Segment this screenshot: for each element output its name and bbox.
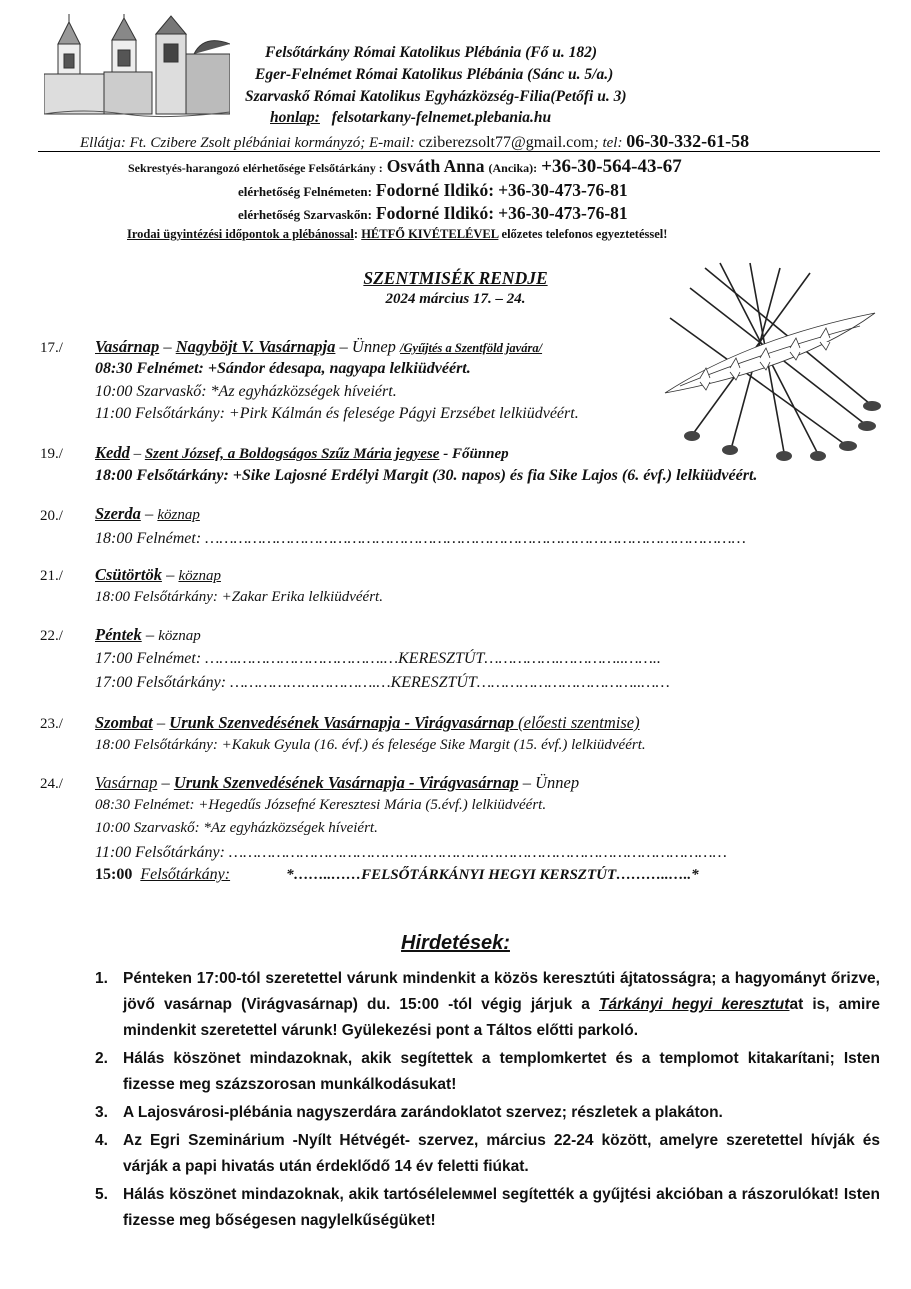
item-text: Hálás köszönet mindazoknak, akik segítettek a templomkertet és a templomot kitakarítani; Isten fizesse meg százszorosan munkálkodásukat! [123, 1050, 880, 1093]
item-number: 4. [95, 1132, 108, 1149]
office-highlight: HÉTFŐ KIVÉTELÉVEL [361, 227, 499, 241]
item-text: Az Egri Szeminárium -Nyílt Hétvégét- szervez, március 22-24 között, amelyre szeretettel hívják és várják a papi hivatás után érdeklődő 14 év feletti fiúkat. [123, 1132, 880, 1175]
item-emphasis: Tárkányi hegyi keresztut [598, 996, 790, 1013]
item-text: Pénteken 17:00-tól szeretettel várunk mindenkit a közös keresztúti ájtatosságra; a hagyományt őrizve, jövő vasárnap (Virágvasárnap) du. 15:00 -tól végig járjuk a [123, 970, 880, 1013]
office-prefix: Irodai ügyintézési időpontok a plébánossal [127, 227, 354, 241]
item-number: 2. [95, 1050, 108, 1067]
special-time: 15:00 [95, 866, 133, 883]
day-dash: – [157, 773, 174, 792]
mass-line: 18:00 Felsőtárkány: +Zakar Erika lelkiüdvéért. [95, 589, 383, 605]
contact-label: elérhetőség Szarvaskőn: [238, 207, 372, 222]
announcement-item [95, 1182, 880, 1234]
wheat-nails-illustration [660, 258, 885, 463]
day-name: Vasárnap [95, 773, 158, 792]
day-header [95, 565, 221, 585]
mass-line: 18:00 Felsőtárkány: +Sike Lajosné Erdélyi Margit (30. napos) és fia Sike Lajos (6. évf.) lelkiüdvéért. [95, 467, 758, 484]
item-number: 3. [95, 1104, 108, 1121]
contact-phone: +36-30-473-76-81 [498, 180, 628, 200]
parish-line-2: Eger-Felnémet Római Katolikus Plébánia (Sánc u. 5/a.) [255, 66, 614, 83]
day-dash: – [141, 625, 159, 644]
day-name: Csütörtök [95, 565, 162, 584]
staff-line [80, 131, 749, 152]
tel-label: ; tel: [593, 135, 623, 151]
contact-phone: +36-30-473-76-81 [498, 203, 628, 223]
mass-line: 08:30 Felnémet: +Sándor édesapa, nagyapa lelkiüdvéért. [95, 360, 471, 377]
item-text: A Lajosvárosi-plébánia nagyszerdára zarándoklatot szervez; részletek a plakáton. [123, 1104, 723, 1121]
mass-line: 10:00 Szarvaskő: *Az egyházközségek híveiért. [95, 383, 397, 400]
mass-line: 11:00 Felsőtárkány: +Pirk Kálmán és felesége Págyi Erzsébet lelkiüdvéért. [95, 405, 579, 422]
day-header [95, 625, 201, 645]
church-illustration [44, 14, 230, 120]
homepage-label: honlap: [270, 109, 320, 126]
item-text: Hálás köszönet mindazoknak, akik tartóséleleммel segítették a gyűjtési akcióban a rászorulókat! Isten fizesse meg bőségesen nagylelkűségüket! [123, 1186, 880, 1229]
schedule-title: SZENTMISÉK RENDJE [363, 268, 548, 288]
day-number: 20./ [40, 508, 63, 524]
day-dash: – [140, 504, 158, 523]
day-title: köznap [158, 628, 201, 644]
office-colon: : [353, 227, 359, 241]
item-number: 5. [95, 1186, 108, 1203]
day-name: Kedd [95, 443, 130, 462]
contact-sacristan [128, 156, 682, 178]
contact-name: Fodorné Ildikó: [375, 180, 495, 200]
day-number: 22./ [40, 628, 63, 644]
header-divider [38, 151, 880, 152]
day-number: 24./ [40, 776, 63, 792]
parish-line-1: Felsőtárkány Római Katolikus Plébánia (Fő u. 182) [265, 44, 597, 61]
day-title: köznap [178, 568, 221, 584]
item-number: 1. [95, 970, 108, 987]
day-header [95, 443, 509, 463]
announcements-list [95, 966, 880, 1236]
day-number: 21./ [40, 568, 63, 584]
day-header [95, 337, 542, 357]
announcement-item [95, 1046, 880, 1098]
mass-line: 18:00 Felnémet: …………………………………………………………………………………………………… [95, 530, 746, 547]
day-header [95, 713, 640, 733]
announcement-item [95, 1128, 880, 1180]
mass-line: 17:00 Felnémet: …….………………………….…KERESZTÚT…………….…………..…….. [95, 650, 661, 667]
mass-line: 17:00 Felsőtárkány: ………………………….…KERESZTÚT……………………………..…… [95, 674, 670, 691]
day-number: 23./ [40, 716, 63, 732]
announcement-item [95, 1100, 880, 1126]
schedule-date-range: 2024 március 17. – 24. [385, 291, 526, 307]
day-title: Urunk Szenvedésének Vasárnapja - Virágvasárnap [169, 713, 515, 732]
mass-line: 10:00 Szarvaskő: *Az egyházközségek híveiért. [95, 820, 378, 836]
email-link[interactable]: cziberezsolt77@gmail.com [418, 134, 594, 151]
day-name: Szombat [95, 713, 153, 732]
contact-felnemet [238, 180, 628, 201]
day-title: köznap [157, 507, 200, 523]
day-number: 19./ [40, 446, 63, 462]
phone-number: 06-30-332-61-58 [626, 131, 750, 151]
special-text: *……..……FELSŐTÁRKÁNYI HEGYI KERSZTÚT………..…..* [286, 867, 699, 883]
contact-label: Sekrestyés-harangozó elérhetősége Felsőtárkány : [128, 161, 383, 175]
contact-phone: +36-30-564-43-67 [541, 156, 682, 177]
day-rest: - Főünnep [439, 446, 509, 462]
day-dash: – [152, 713, 170, 732]
day-rest: (előesti szentmise) [514, 713, 640, 732]
parish-line-3: Szarvaskő Római Katolikus Egyházközség-Filia(Petőfi u. 3) [245, 88, 627, 105]
homepage-link[interactable]: felsotarkany-felnemet.plebania.hu [331, 109, 552, 126]
announcement-item [95, 966, 880, 1044]
day-name: Szerda [95, 504, 141, 523]
mass-line: 11:00 Felsőtárkány: …………………………………………………………………………………………… [95, 844, 727, 861]
contact-name: Osváth Anna [386, 156, 485, 176]
day-title: Urunk Szenvedésének Vasárnapja - Virágvasárnap [173, 773, 519, 792]
office-suffix: előzetes telefonos egyeztetéssel! [501, 227, 668, 241]
day-title: Szent József, a Boldogságos Szűz Mária jegyese [144, 446, 440, 462]
day-header [95, 773, 579, 793]
mass-line: 18:00 Felsőtárkány: +Kakuk Gyula (16. évf.) és felesége Sike Margit (15. évf.) lelkiüdvéért. [95, 737, 646, 753]
item-text: at is, amire mindenkit szeretettel várunk! Gyülekezési pont a Táltos előtti parkoló. [123, 996, 880, 1039]
day-name: Péntek [95, 625, 142, 644]
contact-note: (Ancika): [488, 161, 538, 175]
day-note: /Gyűjtés a Szentföld javára/ [400, 341, 543, 355]
day-dash: – [159, 337, 176, 356]
day-rest: – Ünnep [335, 337, 401, 356]
day-title: Nagyböjt V. Vasárnapja [175, 337, 336, 356]
day-number: 17./ [40, 340, 63, 356]
day-dash: – [161, 565, 179, 584]
day-name: Vasárnap [95, 337, 160, 356]
contact-szarvasko [238, 203, 628, 224]
special-place: Felsőtárkány: [140, 866, 231, 883]
contact-label: elérhetőség Felnémeten: [238, 184, 372, 199]
homepage-line [270, 109, 551, 127]
special-mass-line [95, 866, 699, 884]
office-hours [127, 227, 667, 242]
staff-prefix: Ellátja: Ft. Czibere Zsolt plébániai kormányzó; E-mail: [80, 135, 415, 151]
day-dash: – [129, 446, 145, 462]
announcements-title: Hirdetések: [401, 932, 510, 954]
mass-line: 08:30 Felnémet: +Hegedűs Józsefné Keresztesi Mária (5.évf.) lelkiüdvéért. [95, 797, 547, 813]
day-rest: – Ünnep [518, 773, 580, 792]
day-header [95, 504, 200, 524]
contact-name: Fodorné Ildikó: [375, 203, 495, 223]
